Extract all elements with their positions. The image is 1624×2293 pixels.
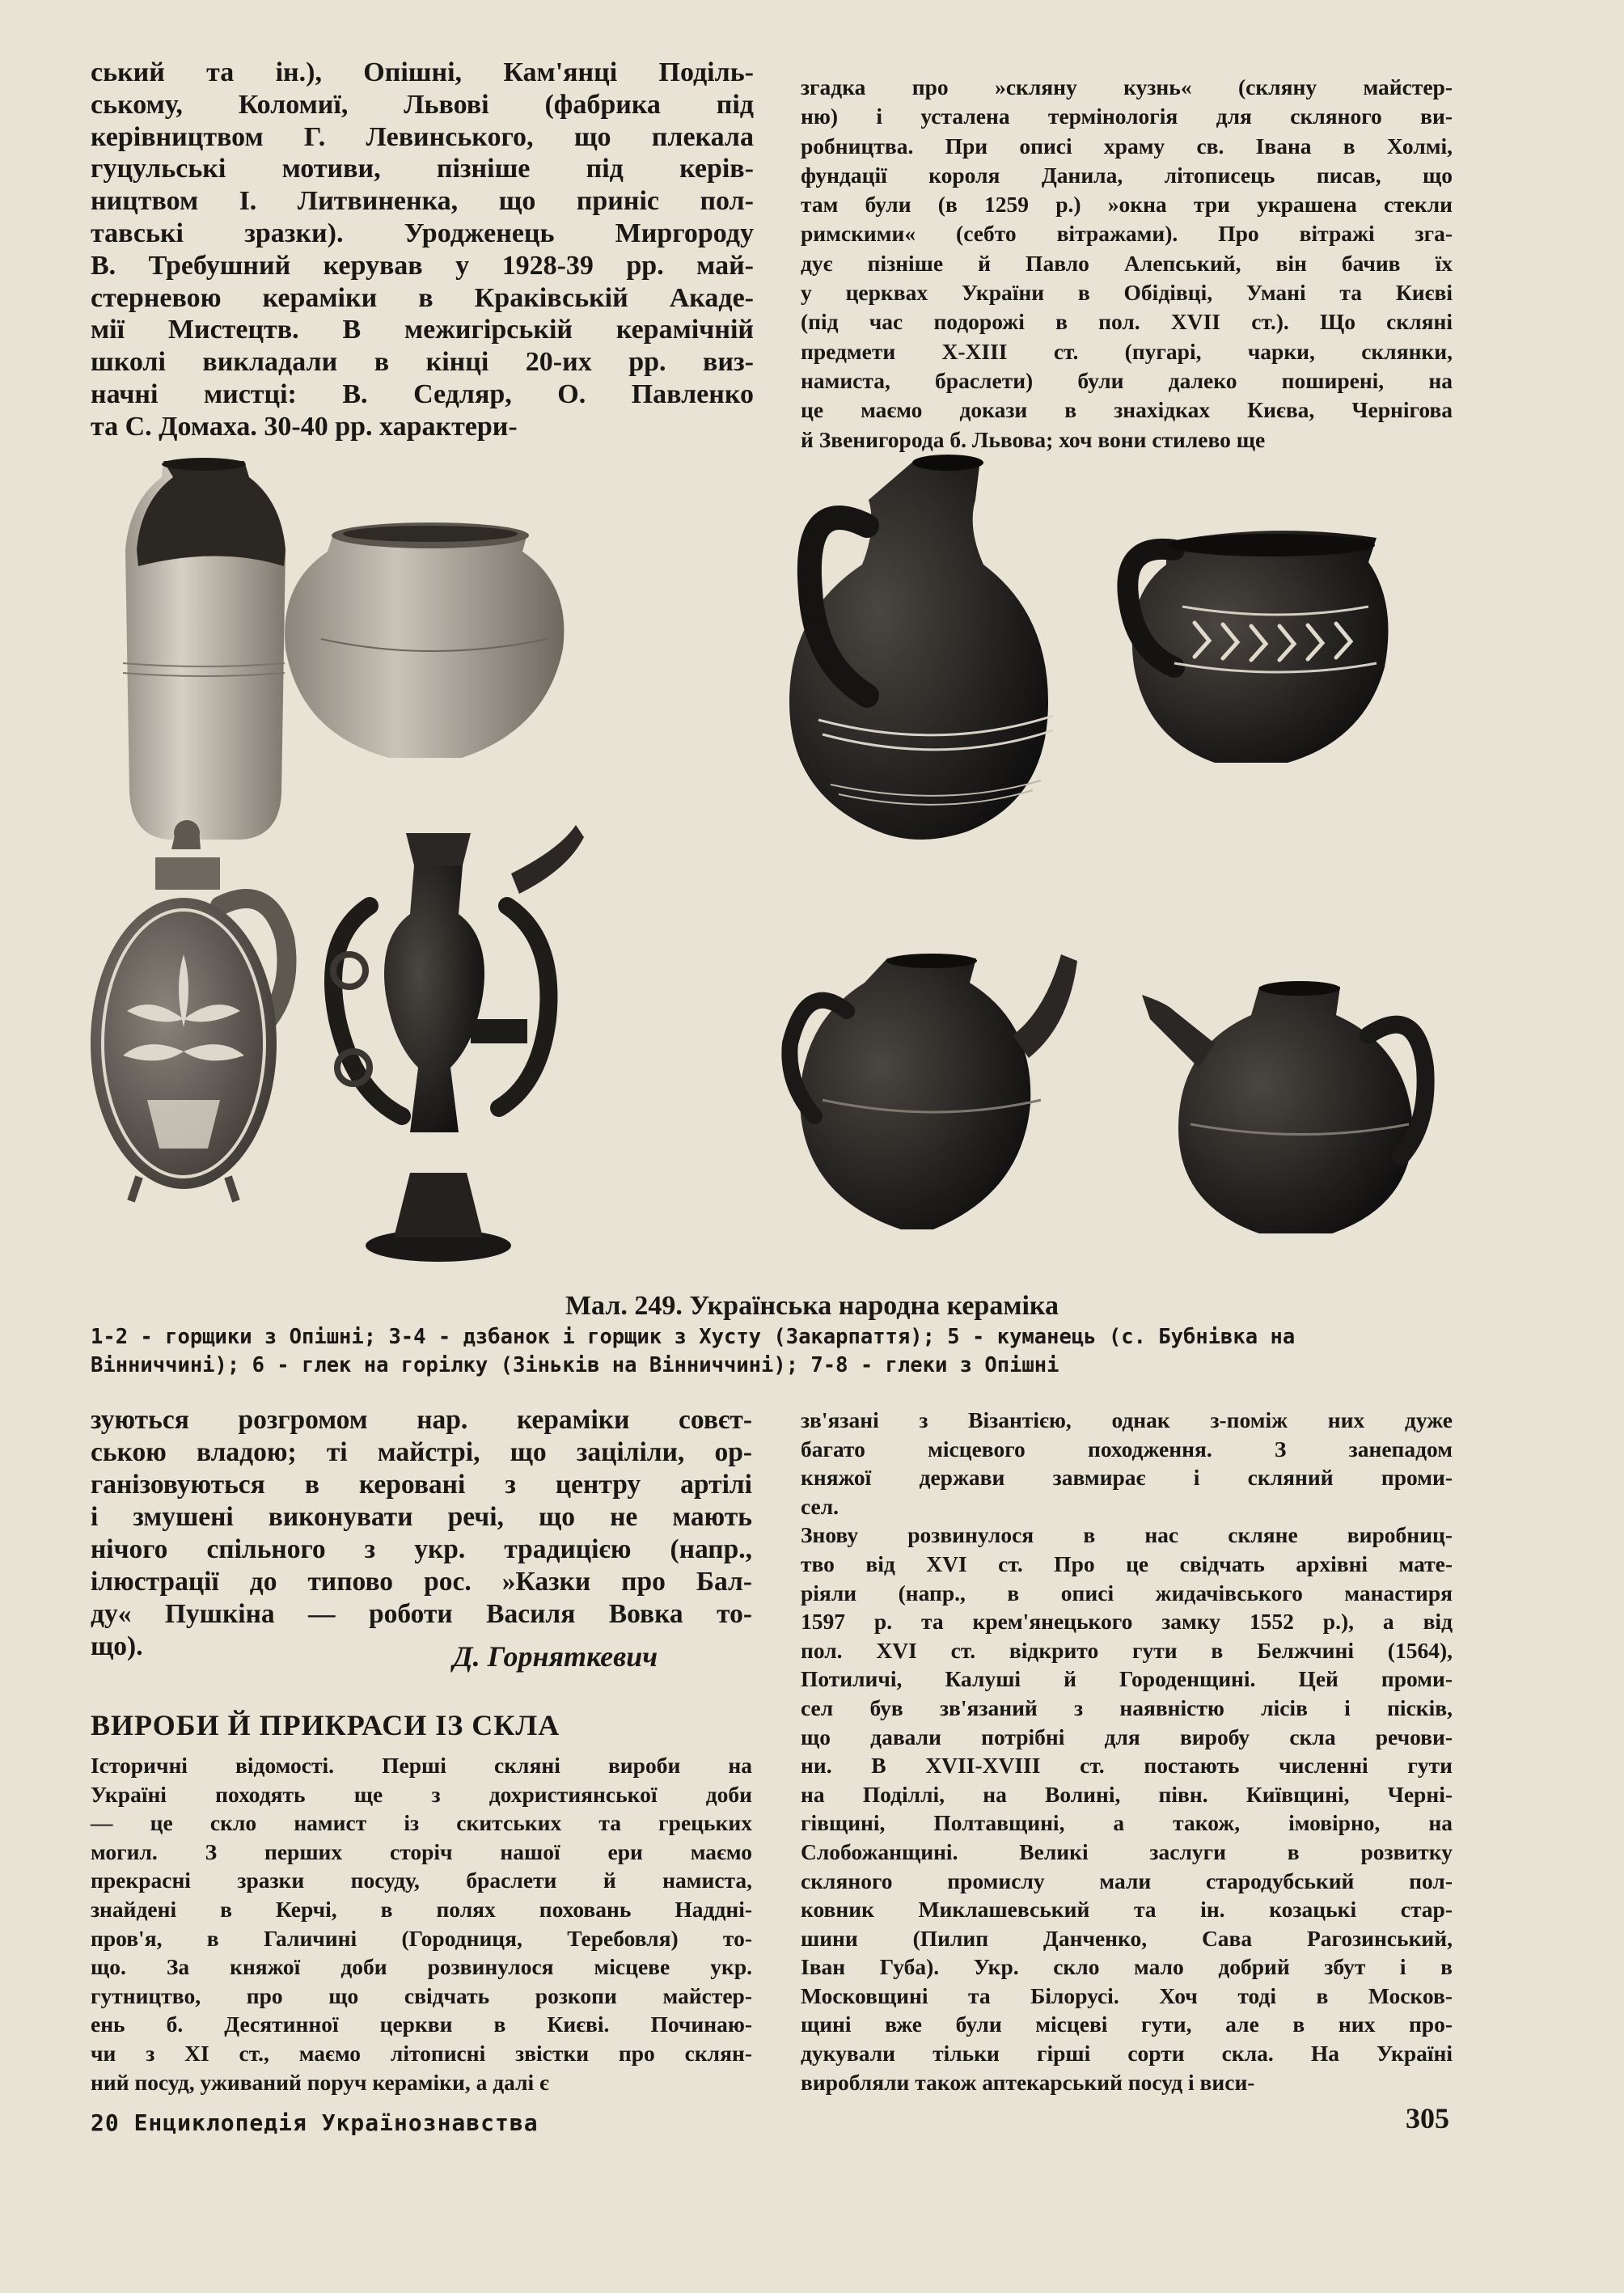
text-line: 1597 р. та крем'янецького замку 1552 р.), а від [801,1609,1453,1635]
text-line: начні мистці: В. Седляр, О. Павленко [91,379,754,409]
text-line: ілюстрації до типово рос. »Казки про Бал- [91,1567,752,1597]
text-line: Україні походять ще з дохристиянської доби [91,1781,752,1807]
text-line: тавські зразки). Уродженець Миргороду [91,218,754,248]
text-line: ському, Коломиї, Львові (фабрика під [91,89,754,120]
text-line: чи з XI ст., маємо літописні звістки про склян- [91,2040,752,2066]
text-line: гівщині, Полтавщині, а також, імовірно, на [801,1810,1453,1836]
text-line: шини (Пилип Данченко, Сава Рагозинський, [801,1925,1453,1951]
text-line: і змушені виконувати речі, що не мають [91,1502,752,1532]
text-line: Знову розвинулося в нас скляне виробниц- [801,1522,1453,1548]
text-line: зв'язані з Візантією, однак з-поміж них дуже [801,1407,1453,1432]
text-line: ганізовуються в керовані з центру артілі [91,1470,752,1500]
text-line: тво від XVI ст. Про це свідчать архівні мате- [801,1551,1453,1576]
ceramic-pot-4 [1127,531,1388,763]
text-line: й Звенигорода б. Львова; хоч вони стилево ще [801,426,1266,452]
figure-caption-title: Мал. 249. Українська народна кераміка [565,1291,1059,1321]
text-line: ріяли (напр., в описі жидачівського манастиря [801,1580,1453,1606]
text-line: ню) і усталена термінологія для скляного ви- [801,104,1453,129]
text-line: (під час подорожі в пол. XVII ст.). Що скляні [801,309,1453,335]
ceramic-jug-8 [1142,981,1426,1233]
text-line: римскими« (себто вітражами). Про вітражі зга- [801,221,1453,247]
text-line: керівництвом Г. Левинського, що плекала [91,121,754,152]
upper-left-column [91,57,754,443]
text-line: — це скло намист із скитських та грецьких [91,1810,752,1836]
footer-running-title: 20 Енциклопедія Українознавства [91,2109,539,2136]
text-line: сел. [801,1493,839,1519]
text-line: княжої держави завмирає і скляний проми- [801,1465,1453,1491]
text-line: сел був зв'язаний з наявністю лісів і пісків, [801,1694,1453,1720]
text-line: знайдені в Керчі, в полях поховань Наддні- [91,1896,752,1922]
ceramics-figure [91,453,1465,1286]
lower-right-column [801,1406,1453,2096]
text-line: прекрасні зразки посуду, браслети й намиста, [91,1868,752,1893]
text-line: пол. XVI ст. відкрито гути в Белжчині (1564), [801,1637,1453,1663]
text-line: там були (в 1259 р.) »окна три украшена стекли [801,192,1453,218]
page-number: 305 [1406,2102,1449,2134]
text-line: що). [91,1631,143,1661]
text-line: що давали потрібні для виробу скла речови- [801,1724,1453,1749]
text-line: Потиличі, Калуші й Городенщині. Цей проми- [801,1666,1453,1692]
text-line: згадка про »скляну кузнь« (скляну майстер- [801,74,1453,99]
text-line: фундації короля Данила, літописець писав, що [801,162,1453,188]
text-line: Московщині та Білорусі. Хоч тоді в Москов- [801,1982,1453,2008]
ceramic-flask-5 [91,820,287,1201]
text-line: стерневою кераміки в Краківській Акаде- [91,282,754,313]
caption-line: на Вінниччині); 6 - глек на горілку (Зіньків на Вінниччині); 7-8 - глеки з Опішні [91,1325,1296,1377]
section-heading: ВИРОБИ Й ПРИКРАСИ ІЗ СКЛА [91,1709,560,1741]
ceramic-jug-7 [789,954,1077,1229]
text-line: багато місцевого походження. З занепадом [801,1436,1453,1462]
text-line: школі викладали в кінці 20-их рр. виз- [91,347,754,378]
text-line: виробляли також аптекарський посуд і виси- [801,2069,1255,2095]
ceramic-jug-3 [789,455,1053,840]
text-line: у церквах України в Обідівці, Умані та Києві [801,280,1453,306]
text-line: робництва. При описі храму св. Івана в Холмі, [801,133,1453,159]
text-line: це маємо докази в знахідках Києва, Чернігова [801,397,1453,423]
ceramic-pot-2 [285,522,564,758]
text-line: намиста, браслети) були далеко поширені, на [801,367,1453,393]
ceramic-ornate-vessel-6 [333,825,584,1262]
text-line: скляного промислу мали стародубський пол- [801,1868,1453,1893]
text-line: дує пізніше й Павло Алепський, він бачив їх [801,250,1453,276]
text-line: зуються розгромом нар. кераміки совєт- [91,1405,752,1435]
text-line: ський та ін.), Опішні, Кам'янці Поділь- [91,57,754,87]
text-line: ень б. Десятинної церкви в Києві. Починаю- [91,2012,752,2037]
text-line: гуцульські мотиви, пізніше під керів- [91,154,754,184]
text-line: ковник Миклашевський та ін. козацькі стар- [801,1897,1453,1923]
lower-left-column-glass [91,1751,752,2096]
caption-line: 1-2 - горщики з Опішні; 3-4 - дзбанок і горщик з Хусту (Закарпаття); 5 - куманець (с. Бубнівка [91,1325,1258,1349]
text-line: пров'я, в Галичині (Городниця, Теребовля) то- [91,1925,752,1951]
text-line: щині вже були місцеві гути, але в них про- [801,2012,1453,2037]
text-line: Історичні відомості. Перші скляні вироби на [91,1753,752,1778]
text-line: ду« Пушкіна — роботи Василя Вовка то- [91,1599,752,1629]
text-line: ний посуд, уживаний поруч кераміки, а далі є [91,2069,549,2095]
text-line: предмети X-XIII ст. (пугарі, чарки, склянки, [801,338,1453,364]
text-line: та С. Домаха. 30-40 рр. характери- [91,411,518,442]
text-line: ництвом І. Литвиненка, що приніс пол- [91,186,754,217]
text-line: на Поділлі, на Волині, півн. Київщині, Черні- [801,1781,1453,1807]
text-line: нічого спільного з укр. традицією (напр., [91,1534,752,1564]
text-line: В. Требушний керував у 1928-39 рр. май- [91,250,754,281]
ceramic-jar-1 [123,458,285,840]
text-line: Іван Губа). Укр. скло мало добрий збут і в [801,1954,1453,1980]
text-line: дукували тільки гірші сорти скла. На Україні [801,2041,1453,2067]
text-line: ни. В XVII-XVIII ст. постають численні гути [801,1753,1453,1779]
text-line: могил. З перших сторіч нашої ери маємо [91,1838,752,1864]
text-line: що. За княжої доби розвинулося місцеве укр. [91,1954,752,1980]
text-line: Слобожанщині. Великі заслуги в розвитку [801,1838,1453,1864]
lower-left-column [91,1404,752,1663]
upper-right-column [801,73,1453,455]
author-signature: Д. Горняткевич [453,1640,658,1673]
text-line: мії Мистецтв. В межигірській керамічній [91,315,754,345]
text-line: гутництво, про що свідчать розкопи майстер- [91,1982,752,2008]
figure-caption-description [91,1323,1453,1380]
text-line: ською владою; ті майстрі, що заціліли, ор- [91,1437,752,1467]
